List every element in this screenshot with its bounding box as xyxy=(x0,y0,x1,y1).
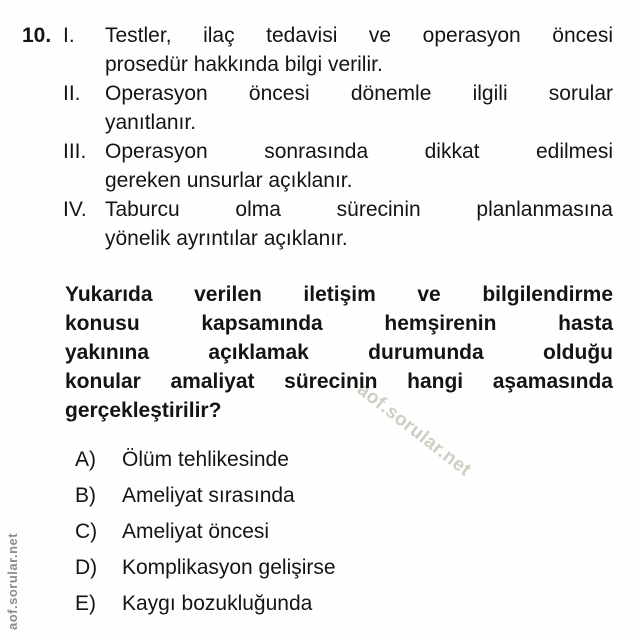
statement-line: Testler, ilaç tedavisi ve operasyon öncesi xyxy=(105,24,613,47)
option-a xyxy=(75,442,535,478)
statement-item-3 xyxy=(63,137,613,195)
option-b-text: Ameliyat sırasında xyxy=(122,484,295,507)
statement-item-1 xyxy=(63,21,613,79)
answer-options xyxy=(75,442,535,622)
option-d xyxy=(75,550,535,586)
option-c xyxy=(75,514,535,550)
stem-line: konular amaliyat sürecinin hangi aşamasında xyxy=(65,370,613,393)
statement-item-2 xyxy=(63,79,613,137)
option-e-text: Kaygı bozukluğunda xyxy=(122,592,313,615)
option-e-letter: E) xyxy=(75,592,96,615)
watermark-diagonal: aof.sorular.net xyxy=(353,379,476,481)
statement-numeral-1: I. xyxy=(63,24,75,47)
option-c-text: Ameliyat öncesi xyxy=(122,520,270,543)
statement-list xyxy=(63,21,613,253)
watermark-side-vertical: aof.sorular.net xyxy=(5,532,20,630)
statement-numeral-3: III. xyxy=(63,140,87,163)
statement-line: Operasyon öncesi dönemle ilgili sorular xyxy=(105,82,613,105)
statement-line: gereken unsurlar açıklanır. xyxy=(105,169,353,192)
statement-line: Operasyon sonrasında dikkat edilmesi xyxy=(105,140,613,163)
statement-line: prosedür hakkında bilgi verilir. xyxy=(105,53,383,76)
stem-line: gerçekleştirilir? xyxy=(65,399,222,422)
statement-line: Taburcu olma sürecinin planlanmasına xyxy=(105,198,613,221)
stem-line: Yukarıda verilen iletişim ve bilgilendirme xyxy=(65,283,613,306)
option-b-letter: B) xyxy=(75,484,96,507)
statement-line: yönelik ayrıntılar açıklanır. xyxy=(105,227,348,250)
option-a-text: Ölüm tehlikesinde xyxy=(122,448,289,471)
stem-line: yakınına açıklamak durumunda olduğu xyxy=(65,341,613,364)
statement-numeral-4: IV. xyxy=(63,198,87,221)
question-stem xyxy=(65,280,613,425)
statement-numeral-2: II. xyxy=(63,82,81,105)
option-a-letter: A) xyxy=(75,448,96,471)
statement-item-4 xyxy=(63,195,613,253)
question-number: 10. xyxy=(22,24,52,47)
option-b xyxy=(75,478,535,514)
option-d-letter: D) xyxy=(75,556,98,579)
option-e xyxy=(75,586,535,622)
stem-line: konusu kapsamında hemşirenin hasta xyxy=(65,312,613,335)
option-c-letter: C) xyxy=(75,520,98,543)
statement-line: yanıtlanır. xyxy=(105,111,197,134)
option-d-text: Komplikasyon gelişirse xyxy=(122,556,336,579)
